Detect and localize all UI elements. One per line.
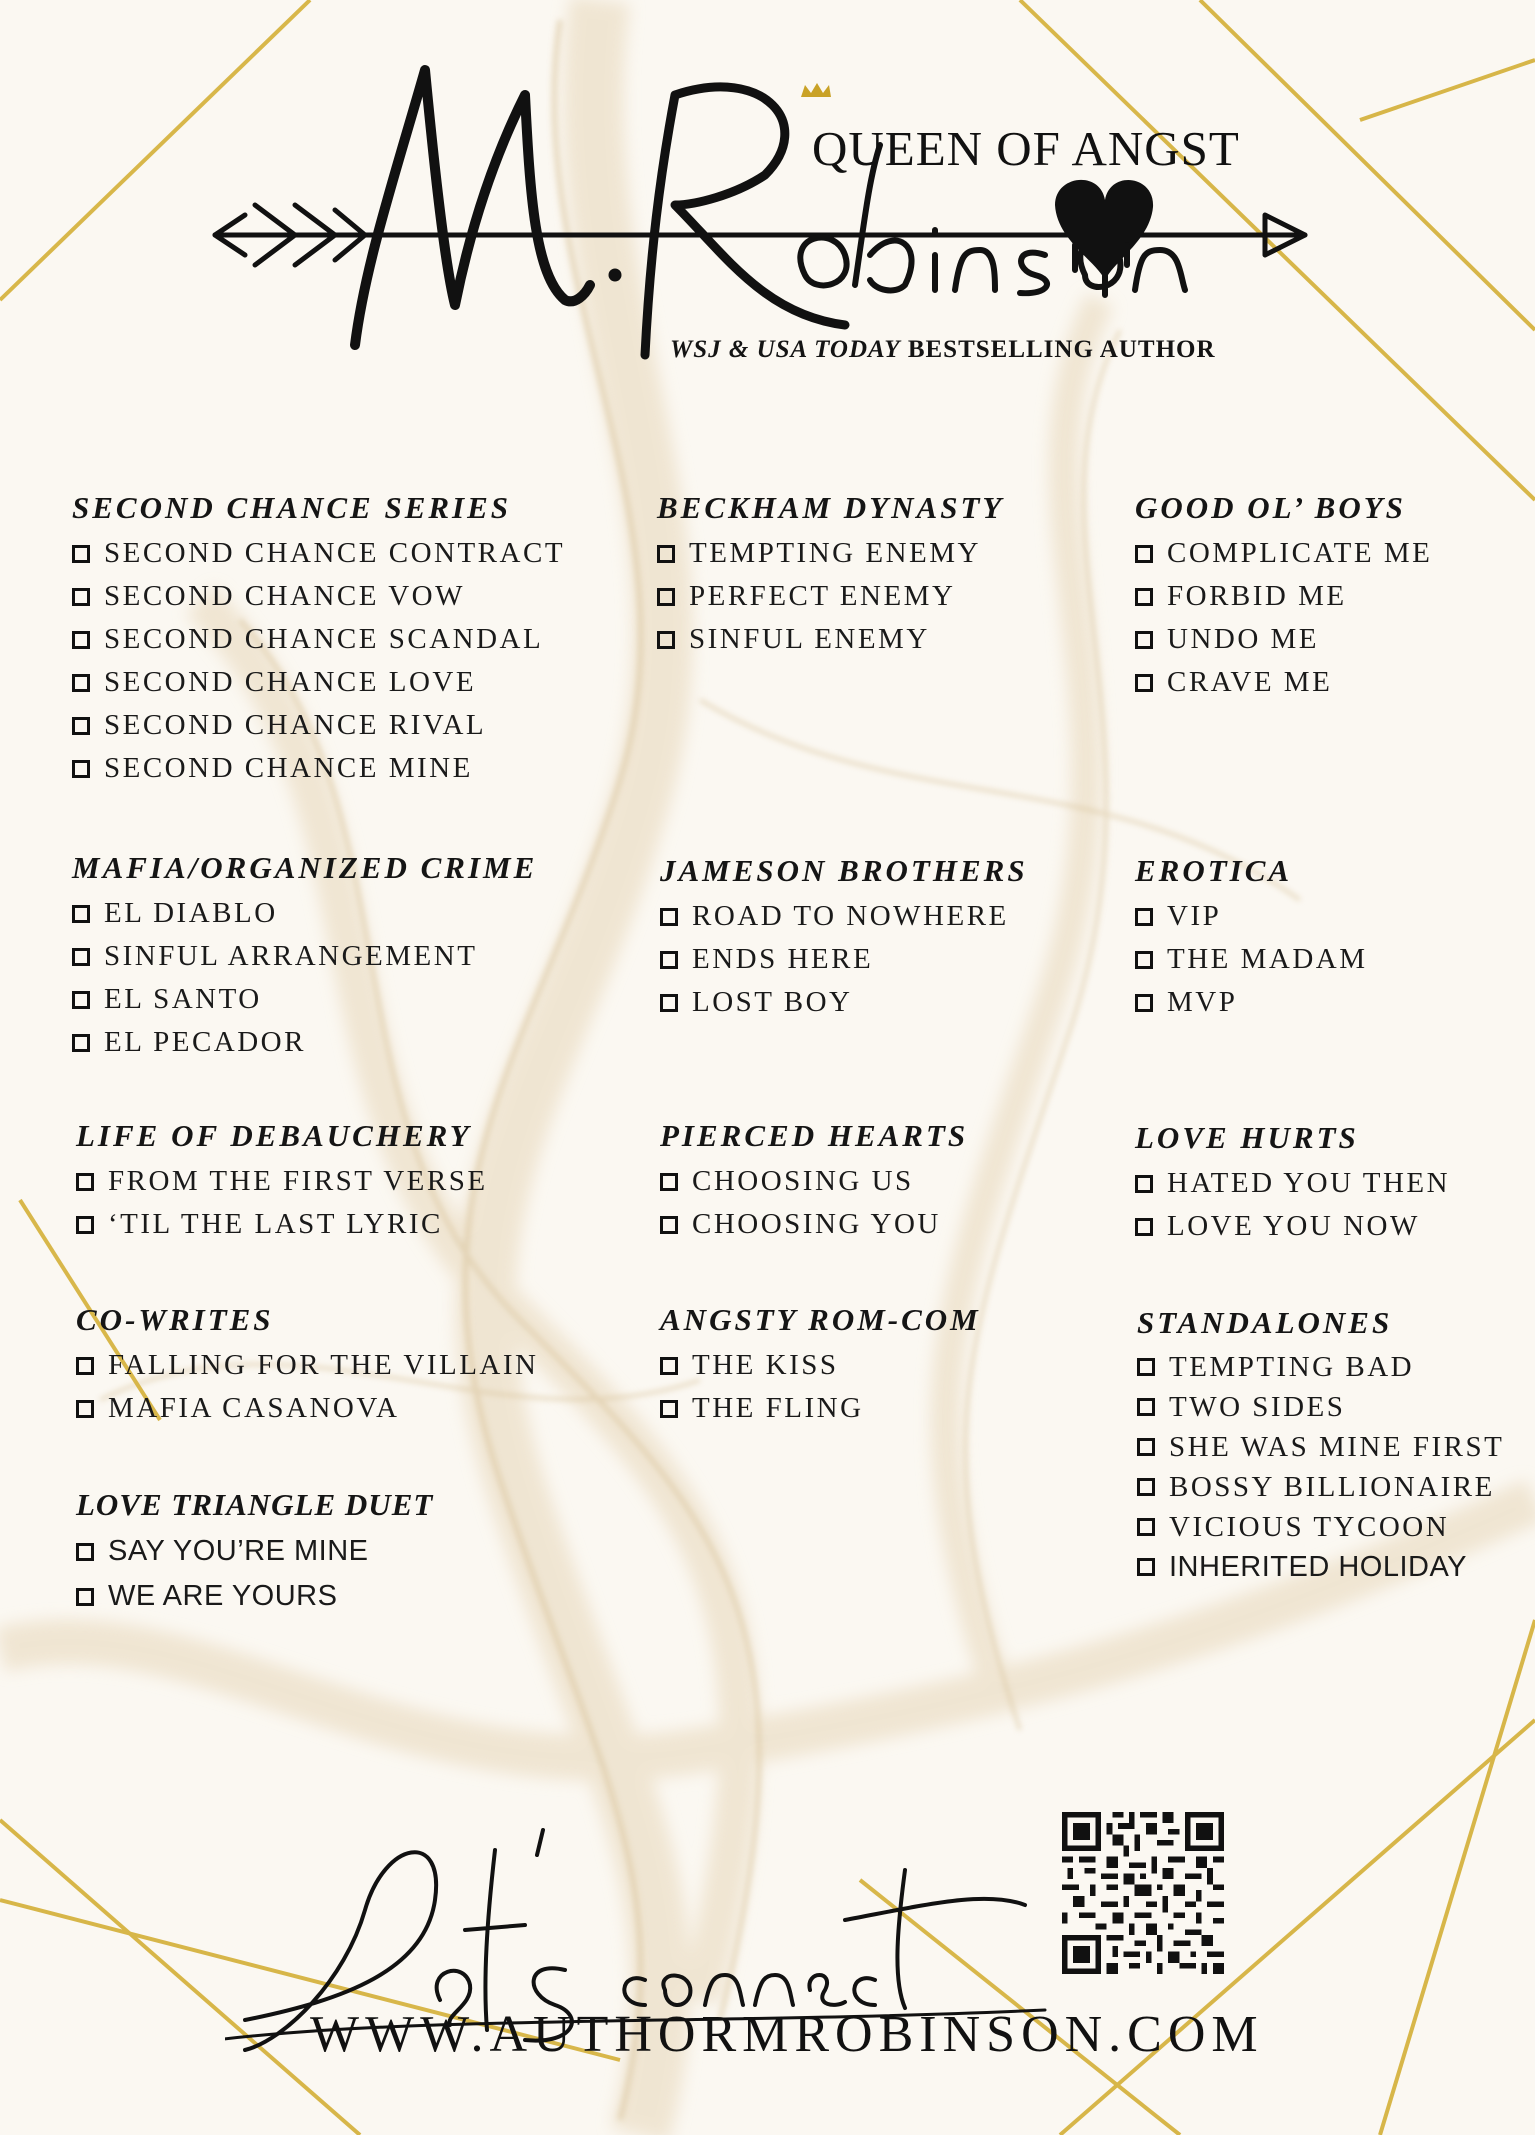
book-item[interactable] — [1135, 618, 1432, 661]
book-item[interactable] — [76, 1387, 538, 1430]
checkbox[interactable] — [1137, 1558, 1155, 1576]
checkbox[interactable] — [657, 631, 675, 649]
book-item[interactable] — [660, 1203, 968, 1246]
section-beckham — [657, 490, 1004, 661]
section-love-hurts — [1135, 1120, 1450, 1248]
checkbox[interactable] — [72, 631, 90, 649]
book-title: EL SANTO — [104, 983, 262, 1015]
book-title: COMPLICATE ME — [1167, 537, 1433, 569]
book-title: CHOOSING US — [692, 1165, 914, 1197]
checkbox[interactable] — [660, 1216, 678, 1234]
book-title: FROM THE FIRST VERSE — [108, 1165, 488, 1197]
book-title: SINFUL ENEMY — [689, 623, 930, 655]
book-item[interactable] — [72, 618, 565, 661]
checkbox[interactable] — [660, 908, 678, 926]
section-title: LIFE OF DEBAUCHERY — [76, 1118, 472, 1153]
section-title: GOOD OL’ BOYS — [1135, 490, 1406, 525]
section-title: SECOND CHANCE SERIES — [72, 490, 512, 525]
book-item[interactable] — [72, 661, 565, 704]
checkbox[interactable] — [72, 588, 90, 606]
checkbox[interactable] — [76, 1543, 94, 1561]
book-title: EL DIABLO — [104, 897, 278, 929]
book-title: ROAD TO NOWHERE — [692, 900, 1009, 932]
checkbox[interactable] — [660, 1400, 678, 1418]
checkbox[interactable] — [1137, 1398, 1155, 1416]
book-item[interactable] — [1137, 1427, 1504, 1467]
subtitle — [670, 336, 1216, 364]
book-title: TEMPTING ENEMY — [689, 537, 981, 569]
section-title: LOVE HURTS — [1135, 1120, 1359, 1155]
checkbox[interactable] — [1137, 1478, 1155, 1496]
checkbox[interactable] — [660, 951, 678, 969]
book-title: ENDS HERE — [692, 943, 874, 975]
checkbox[interactable] — [657, 545, 675, 563]
section-second-chance — [72, 490, 565, 790]
checkbox[interactable] — [72, 991, 90, 1009]
book-title: INHERITED HOLIDAY — [1169, 1551, 1468, 1583]
checkbox[interactable] — [660, 994, 678, 1012]
book-title: LOVE YOU NOW — [1167, 1210, 1420, 1242]
book-item[interactable] — [1137, 1467, 1504, 1507]
book-item[interactable] — [660, 938, 1028, 981]
checkbox[interactable] — [72, 717, 90, 735]
book-title: FALLING FOR THE VILLAIN — [108, 1349, 539, 1381]
book-item[interactable] — [72, 1021, 537, 1064]
checkbox[interactable] — [1137, 1438, 1155, 1456]
checkbox[interactable] — [657, 588, 675, 606]
book-item[interactable] — [660, 1160, 968, 1203]
book-title: BOSSY BILLIONAIRE — [1169, 1471, 1495, 1503]
checkbox[interactable] — [660, 1173, 678, 1191]
book-item[interactable] — [660, 1344, 981, 1387]
book-title: UNDO ME — [1167, 623, 1320, 655]
checkbox[interactable] — [1135, 951, 1153, 969]
book-title: SINFUL ARRANGEMENT — [104, 940, 478, 972]
book-item[interactable] — [660, 1387, 981, 1430]
checkbox[interactable] — [76, 1400, 94, 1418]
book-title: SECOND CHANCE RIVAL — [104, 709, 487, 741]
checkbox[interactable] — [1137, 1358, 1155, 1376]
book-title: SECOND CHANCE CONTRACT — [104, 537, 566, 569]
section-title: CO-WRITES — [76, 1302, 274, 1337]
checkbox[interactable] — [1135, 588, 1153, 606]
book-title: MVP — [1167, 986, 1238, 1018]
book-title: HATED YOU THEN — [1167, 1167, 1451, 1199]
book-item[interactable] — [76, 1344, 538, 1387]
section-debauchery — [76, 1118, 488, 1246]
checkbox[interactable] — [72, 545, 90, 563]
book-item[interactable] — [1137, 1347, 1504, 1387]
book-title: WE ARE YOURS — [108, 1580, 338, 1612]
book-item[interactable] — [76, 1203, 488, 1246]
book-item[interactable] — [657, 532, 1004, 575]
tagline: QUEEN OF ANGST — [812, 121, 1240, 176]
book-item[interactable] — [72, 704, 565, 747]
section-jameson — [660, 853, 1028, 1024]
checkbox[interactable] — [76, 1588, 94, 1606]
checkbox[interactable] — [1135, 908, 1153, 926]
section-triangle — [76, 1487, 433, 1619]
section-title: STANDALONES — [1137, 1305, 1393, 1340]
book-title: THE FLING — [692, 1392, 864, 1424]
checkbox[interactable] — [76, 1173, 94, 1191]
subtitle-italic: WSJ & USA TODAY — [670, 336, 901, 363]
checkbox[interactable] — [72, 760, 90, 778]
checkbox[interactable] — [1137, 1518, 1155, 1536]
book-item[interactable] — [1135, 1205, 1450, 1248]
book-item[interactable] — [72, 575, 565, 618]
book-item[interactable] — [1135, 895, 1368, 938]
section-title: EROTICA — [1135, 853, 1293, 888]
book-item[interactable] — [657, 618, 1004, 661]
book-item[interactable] — [76, 1160, 488, 1203]
book-item[interactable] — [1135, 661, 1432, 704]
book-item[interactable] — [1135, 981, 1368, 1024]
book-item[interactable] — [72, 532, 565, 575]
checkbox[interactable] — [1135, 1218, 1153, 1236]
book-title: MAFIA CASANOVA — [108, 1392, 400, 1424]
subtitle-rest: BESTSELLING AUTHOR — [900, 336, 1216, 363]
book-item[interactable] — [657, 575, 1004, 618]
book-item[interactable] — [1135, 1162, 1450, 1205]
section-good-ol-boys — [1135, 490, 1432, 704]
book-title: SECOND CHANCE LOVE — [104, 666, 477, 698]
section-cowrites — [76, 1302, 538, 1430]
section-romcom — [660, 1302, 981, 1430]
book-item[interactable] — [72, 978, 537, 1021]
section-pierced — [660, 1118, 968, 1246]
section-title: ANGSTY ROM-COM — [660, 1302, 981, 1337]
checkbox[interactable] — [1135, 545, 1153, 563]
checkbox[interactable] — [72, 1034, 90, 1052]
book-item[interactable] — [76, 1574, 433, 1619]
checkbox[interactable] — [72, 948, 90, 966]
section-erotica — [1135, 853, 1368, 1024]
book-item[interactable] — [1135, 938, 1368, 981]
checkbox[interactable] — [1135, 674, 1153, 692]
website-link[interactable]: WWW.AUTHORMROBINSON.COM — [310, 2006, 1264, 2063]
book-title: TEMPTING BAD — [1169, 1351, 1415, 1383]
section-title: LOVE TRIANGLE DUET — [76, 1487, 434, 1522]
book-title: SECOND CHANCE MINE — [104, 752, 473, 784]
book-title: THE MADAM — [1167, 943, 1368, 975]
book-title: SAY YOU’RE MINE — [108, 1535, 369, 1567]
section-standalones — [1137, 1305, 1504, 1587]
section-title: MAFIA/ORGANIZED CRIME — [72, 850, 538, 885]
book-title: LOST BOY — [692, 986, 853, 1018]
checkbox[interactable] — [76, 1216, 94, 1234]
section-title: PIERCED HEARTS — [660, 1118, 969, 1153]
book-item[interactable] — [1137, 1387, 1504, 1427]
book-item[interactable] — [660, 981, 1028, 1024]
section-title: BECKHAM DYNASTY — [657, 490, 1005, 525]
book-item[interactable] — [72, 935, 537, 978]
book-title: CHOOSING YOU — [692, 1208, 941, 1240]
checkbox[interactable] — [660, 1357, 678, 1375]
section-title: JAMESON BROTHERS — [660, 853, 1028, 888]
book-title: SHE WAS MINE FIRST — [1169, 1431, 1505, 1463]
book-item[interactable] — [76, 1529, 433, 1574]
book-item[interactable] — [72, 892, 537, 935]
checkbox[interactable] — [72, 674, 90, 692]
checkbox[interactable] — [1135, 994, 1153, 1012]
checkbox[interactable] — [1135, 631, 1153, 649]
checkbox[interactable] — [76, 1357, 94, 1375]
book-title: THE KISS — [692, 1349, 839, 1381]
book-item[interactable] — [1137, 1547, 1504, 1587]
book-title: VICIOUS TYCOON — [1169, 1511, 1450, 1543]
checkbox[interactable] — [1135, 1175, 1153, 1193]
book-item[interactable] — [1137, 1507, 1504, 1547]
book-item[interactable] — [1135, 532, 1432, 575]
book-title: TWO SIDES — [1169, 1391, 1346, 1423]
book-title: PERFECT ENEMY — [689, 580, 956, 612]
book-item[interactable] — [1135, 575, 1432, 618]
crown-icon — [801, 83, 831, 97]
qr-code-icon[interactable] — [1062, 1812, 1224, 1974]
book-title: CRAVE ME — [1167, 666, 1333, 698]
book-title: FORBID ME — [1167, 580, 1347, 612]
section-mafia — [72, 850, 537, 1064]
book-title: SECOND CHANCE VOW — [104, 580, 465, 612]
book-title: EL PECADOR — [104, 1026, 306, 1058]
checkbox[interactable] — [72, 905, 90, 923]
book-item[interactable] — [72, 747, 565, 790]
book-item[interactable] — [660, 895, 1028, 938]
book-title: VIP — [1167, 900, 1222, 932]
book-title: ‘TIL THE LAST LYRIC — [108, 1208, 443, 1240]
book-title: SECOND CHANCE SCANDAL — [104, 623, 544, 655]
